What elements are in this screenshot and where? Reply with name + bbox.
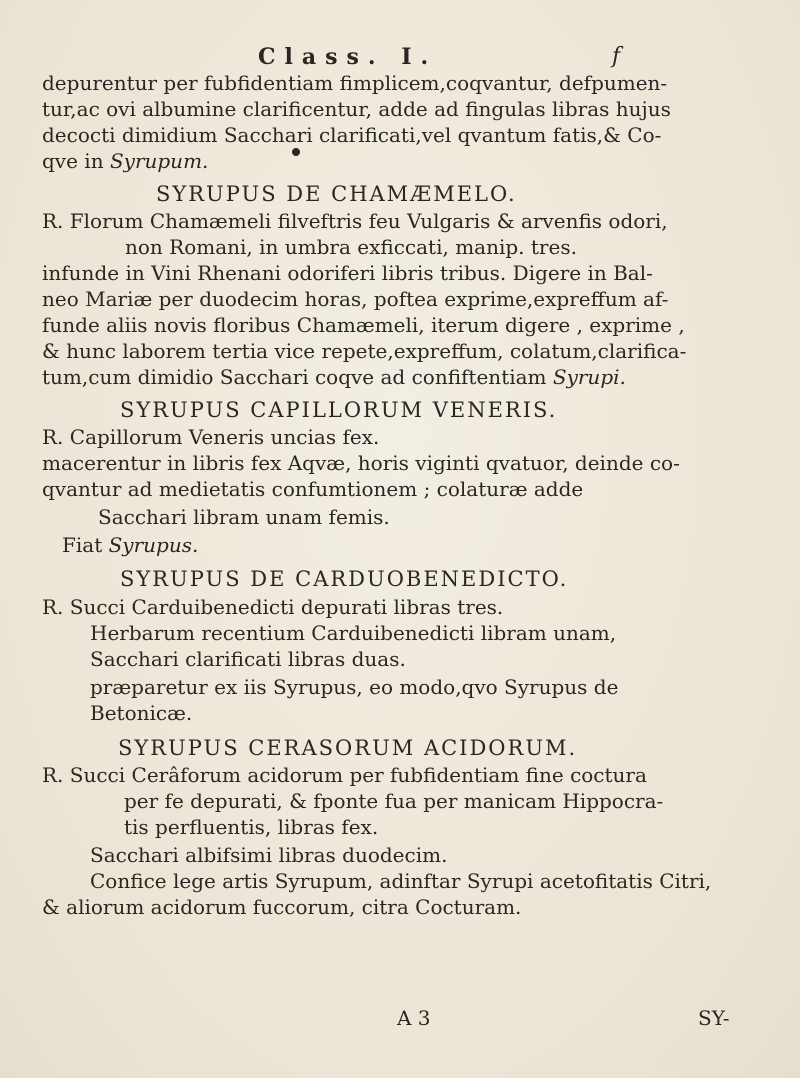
- line-4-italic: Syrupum.: [109, 149, 209, 173]
- section-heading-chamaemelo: SYRUPUS DE CHAMÆMELO.: [156, 182, 517, 206]
- text-line: R. Succi Cerâforum acidorum per fubfidentiam fine coctura: [42, 763, 647, 787]
- running-title: Class. I.: [258, 44, 438, 70]
- text-line: [62, 532, 198, 558]
- text-line: per fe depurati, & fponte fua per manicam Hippocra-: [124, 789, 664, 813]
- text-line: R. Florum Chamæmeli filveftris feu Vulgaris & arvenfis odori,: [42, 209, 668, 233]
- section-heading-cerasorum-acidorum: SYRUPUS CERASORUM ACIDORUM.: [118, 736, 578, 760]
- text-line: qvantur ad medietatis confumtionem ; colaturæ adde: [42, 477, 584, 501]
- text-line: funde aliis novis floribus Chamæmeli, iterum digere , exprime ,: [42, 313, 685, 337]
- line-text: tum,cum dimidio Sacchari coqve ad confiftentiam: [42, 365, 553, 389]
- text-line: Sacchari libram unam femis.: [98, 505, 390, 529]
- text-line: infunde in Vini Rhenani odoriferi libris tribus. Digere in Bal-: [42, 261, 653, 285]
- text-line: Confice lege artis Syrupum, adinftar Syrupi acetofitatis Citri,: [90, 869, 712, 893]
- text-line-1: depurentur per fubfidentiam fimplicem,coqvantur, defpumen-: [42, 71, 668, 95]
- section-heading-carduobenedicto: SYRUPUS DE CARDUOBENEDICTO.: [120, 567, 569, 591]
- text-line: macerentur in libris fex Aqvæ, horis viginti qvatuor, deinde co-: [42, 451, 680, 475]
- text-line: Herbarum recentium Carduibenedicti libram unam,: [90, 621, 617, 645]
- text-line: [42, 364, 626, 390]
- ink-dot: [292, 148, 300, 156]
- text-line-4: [42, 148, 208, 174]
- signature-mark: A 3: [397, 1006, 431, 1030]
- text-line: & hunc laborem tertia vice repete,expreffum, colatum,clarifica-: [42, 339, 687, 363]
- line-italic: Syrupus.: [108, 533, 199, 557]
- text-line: R. Succi Carduibenedicti depurati libras tres.: [42, 595, 504, 619]
- text-line: tis perfluentis, libras fex.: [124, 815, 379, 839]
- text-line: neo Mariæ per duodecim horas, poftea exprime,expreffum af-: [42, 287, 669, 311]
- text-line: & aliorum acidorum fuccorum, citra Cocturam.: [42, 895, 522, 919]
- text-line: Betonicæ.: [90, 701, 193, 725]
- text-line-3: decocti dimidium Sacchari clarificati,vel qvantum fatis,& Co-: [42, 123, 662, 147]
- catchword: SY-: [698, 1006, 730, 1030]
- text-line: R. Capillorum Veneris uncias fex.: [42, 425, 380, 449]
- text-line: Sacchari clarificati libras duas.: [90, 647, 406, 671]
- line-4-text: qve in: [42, 149, 110, 173]
- line-text: Fiat: [62, 533, 109, 557]
- text-line: Sacchari albifsimi libras duodecim.: [90, 843, 448, 867]
- text-line-2: tur,ac ovi albumine clarificentur, adde ad fingulas libras hujus: [42, 97, 671, 121]
- text-line: non Romani, in umbra exficcati, manip. tres.: [125, 235, 577, 259]
- line-italic: Syrupi.: [552, 365, 626, 389]
- folio-mark: f: [612, 44, 621, 69]
- text-line: præparetur ex iis Syrupus, eo modo,qvo Syrupus de: [90, 675, 619, 699]
- section-heading-capillorum-veneris: SYRUPUS CAPILLORUM VENERIS.: [120, 398, 558, 422]
